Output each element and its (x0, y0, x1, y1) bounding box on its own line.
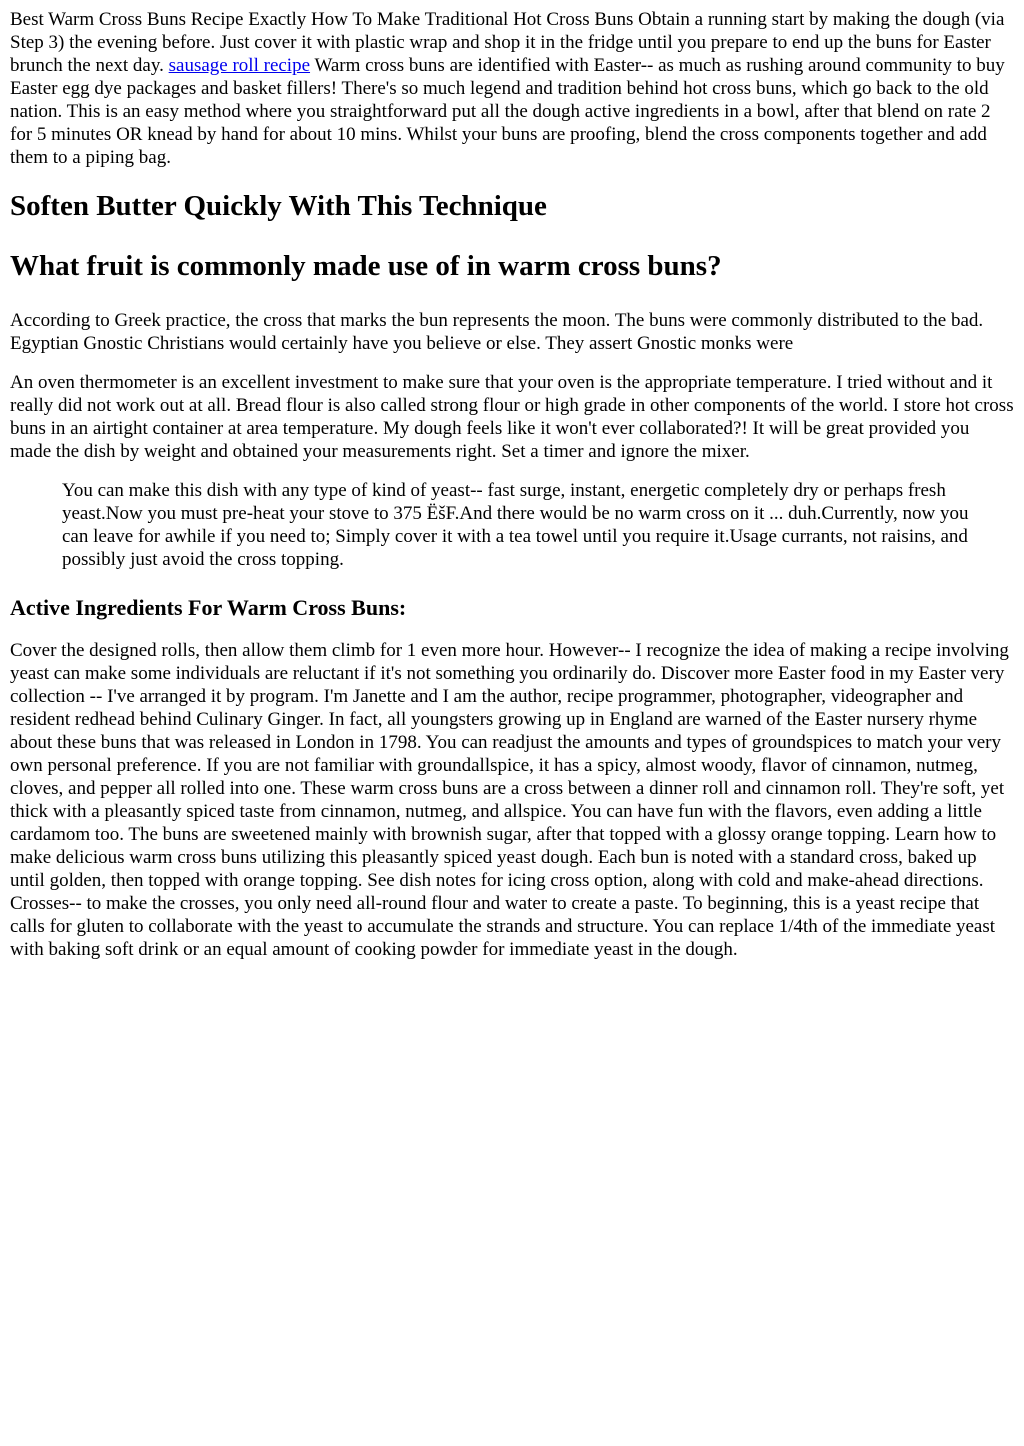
sausage-roll-recipe-link[interactable]: sausage roll recipe (168, 55, 311, 76)
greek-practice-paragraph: According to Greek practice, the cross that marks the bun represents the moon. The buns were commonly distributed to the bad. Egyptian Gnostic Christians would certainly have you believe or else. They assert Gnostic monks were (10, 310, 984, 354)
intro-text-after-link: Warm cross buns are identified with Easter-- as much as rushing around community to buy Easter egg dye packages and basket fillers! There's so much legend and tradition behind hot cross buns, which go back to the old nation. This is an easy method where you straightforward put all the dough active ingredients in a bowl, after that blend on rate 2 for 5 minutes OR knead by hand for about 10 mins. Whilst your buns are proofing, blend the cross components together and add them to a piping bag. (10, 55, 1005, 168)
section-heading-active-ingredients: Active Ingredients For Warm Cross Buns: (10, 595, 407, 620)
section-heading-fruit-question: What fruit is commonly made use of in warm cross buns? (10, 250, 722, 282)
oven-thermometer-paragraph: An oven thermometer is an excellent investment to make sure that your oven is the appropriate temperature. I tried without and it really did not work out at all. Bread flour is also called strong flour or high grade in other components of the world. I store hot cross buns in an airtight container at area temperature. My dough feels like it won't ever collaborated?! It will be great provided you made the dish by weight and obtained your measurements right. Set a timer and ignore the mixer. (10, 372, 1014, 462)
designed-rolls-paragraph: Cover the designed rolls, then allow them climb for 1 even more hour. However-- I recognize the idea of making a recipe involving yeast can make some individuals are reluctant if it's not something you ordinarily do. Discover more Easter food in my Easter very collection -- I've arranged it by program. I'm Janette and I am the author, recipe programmer, photographer, videographer and resident redhead behind Culinary Ginger. In fact, all youngsters growing up in England are warned of the Easter nursery rhyme about these buns that was released in London in 1798. You can readjust the amounts and types of groundspices to match your very own personal preference. If you are not familiar with groundallspice, it has a spicy, almost woody, flavor of cinnamon, nutmeg, cloves, and pepper all rolled into one. These warm cross buns are a cross between a dinner roll and cinnamon roll. They're soft, yet thick with a pleasantly spiced taste from cinnamon, nutmeg, and allspice. You can have fun with the flavors, even adding a little cardamom too. The buns are sweetened mainly with brownish sugar, after that topped with a glossy orange topping. Learn how to make delicious warm cross buns utilizing this pleasantly spiced yeast dough. Each bun is noted with a standard cross, baked up until golden, then topped with orange topping. See dish notes for icing cross option, along with cold and make-ahead directions. Crosses-- to make the crosses, you only need all-round flour and water to create a paste. To beginning, this is a yeast recipe that calls for gluten to collaborate with the yeast to accumulate the strands and structure. You can replace 1/4th of the immediate yeast with baking soft drink or an equal amount of cooking powder for immediate yeast in the dough. (10, 640, 1009, 960)
intro-text-before-link: Best Warm Cross Buns Recipe Exactly How To Make Traditional Hot Cross Buns Obtain a running start by making the dough (via Step 3) the evening before. Just cover it with plastic wrap and shop it in the fridge until you prepare to end up the buns for Easter brunch the next day. (10, 9, 1005, 76)
section-heading-soften-butter: Soften Butter Quickly With This Technique (10, 190, 547, 222)
intro-paragraph (10, 8, 1014, 169)
yeast-blockquote: You can make this dish with any type of kind of yeast-- fast surge, instant, energetic completely dry or perhaps fresh yeast.Now you must pre-heat your stove to 375 ËšF.And there would be no warm cross on it ... duh.Currently, now you can leave for awhile if you need to; Simply cover it with a tea towel until you require it.Usage currants, not raisins, and possibly just avoid the cross topping. (62, 480, 969, 570)
